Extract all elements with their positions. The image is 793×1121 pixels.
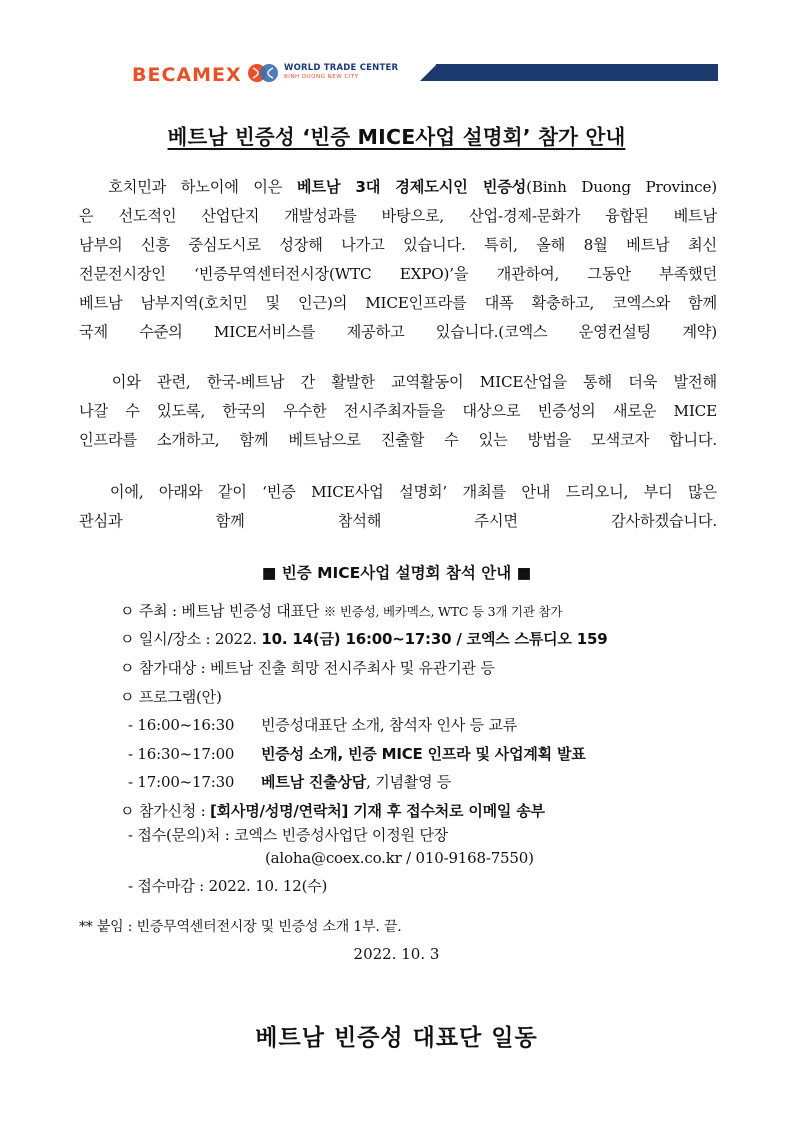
paragraph-line: 호치민과 하노이에 이은 베트남 3대 경제도시인 빈증성(Binh Duong Province)	[108, 178, 717, 196]
contact-details: (aloha@coex.co.kr / 010-9168-7550)	[265, 849, 534, 867]
paragraph-line: 이와 관련, 한국-베트남 간 활발한 교역활동이 MICE산업을 통해 더욱 발전해	[111, 373, 717, 391]
signer: 베트남 빈증성 대표단 일동	[255, 1025, 538, 1051]
contact-item: - 접수(문의)처 : 코엑스 빈증성사업단 이정원 단장	[128, 826, 448, 844]
program-item: ㅇ 프로그램(안)	[120, 688, 222, 706]
apply-value: [회사명/성명/연락처] 기재 후 접수처로 이메일 송부	[210, 802, 545, 820]
wtc-subtitle: BINH DUONG NEW CITY	[284, 74, 359, 80]
wtc-logo-text	[284, 63, 398, 81]
document-title: 베트남 빈증성 ‘빈증 MICE사업 설명회’ 참가 안내	[167, 125, 626, 149]
deadline-item: - 접수마감 : 2022. 10. 12(수)	[128, 877, 328, 895]
paragraph-line: 국제 수준의 MICE서비스를 제공하고 있습니다.(코엑스 운영컨설팅 계약)	[79, 323, 717, 341]
intro-paragraph-2	[79, 368, 717, 455]
host-item: ㅇ 주최 : 베트남 빈증성 대표단 ※ 빈증성, 베카멕스, WTC 등 3개 기관 참가	[120, 602, 563, 620]
paragraph-line: 관심과 함께 참석해 주시면 감사하겠습니다.	[79, 512, 717, 530]
schedule-row: - 16:30~17:00 빈증성 소개, 빈증 MICE 인프라 및 사업계획 발표	[128, 745, 586, 763]
intro-paragraph-1	[79, 173, 717, 347]
paragraph-line: 베트남 남부지역(호치민 및 인근)의 MICE인프라를 대폭 확충하고, 코엑스와 함께	[79, 294, 717, 312]
wtc-name: WORLD TRADE CENTER	[284, 63, 399, 73]
target-item: ㅇ 참가대상 : 베트남 진출 희망 전시주최사 및 유관기관 등	[120, 659, 495, 677]
header-bar	[436, 64, 718, 81]
paragraph-line: 남부의 신흥 중심도시로 성장해 나가고 있습니다. 특히, 올해 8월 베트남 최신	[79, 236, 717, 254]
paragraph-line: 인프라를 소개하고, 함께 베트남으로 진출할 수 있는 방법을 모색코자 합니다.	[79, 431, 717, 449]
venue-item: ㅇ 일시/장소 : 2022. 10. 14(금) 16:00~17:30 / 코엑스 스튜디오 159	[120, 630, 608, 648]
header-bar-wedge	[420, 64, 437, 81]
paragraph-line: 이에, 아래와 같이 ‘빈증 MICE사업 설명회’ 개최를 안내 드리오니, 부디 많은	[109, 483, 717, 501]
apply-item: ㅇ 참가신청 : [회사명/성명/연락처] 기재 후 접수처로 이메일 송부	[120, 802, 545, 820]
schedule-row: - 17:00~17:30 베트남 진출상담, 기념촬영 등	[128, 773, 452, 791]
paragraph-line: 나갈 수 있도록, 한국의 우수한 전시주최자들을 대상으로 빈증성의 새로운 MICE	[79, 402, 717, 420]
intro-paragraph-3	[79, 478, 717, 536]
letterhead	[0, 58, 793, 88]
attachment-note: ** 붙임 : 빈증무역센터전시장 및 빈증성 소개 1부. 끝.	[79, 919, 402, 935]
section-title: ■ 빈증 MICE사업 설명회 참석 안내 ■	[261, 564, 532, 582]
paragraph-line: 전문전시장인 ‘빈증무역센터전시장(WTC EXPO)’을 개관하여, 그동안 부족했던	[79, 265, 717, 283]
venue-value: 10. 14(금) 16:00~17:30 / 코엑스 스튜디오 159	[261, 630, 608, 648]
document-date: 2022. 10. 3	[353, 945, 440, 963]
paragraph-line: 은 선도적인 산업단지 개발성과를 바탕으로, 산업-경제-문화가 융합된 베트남	[79, 207, 717, 225]
host-note: ※ 빈증성, 베카멕스, WTC 등 3개 기관 참가	[323, 604, 563, 619]
wtc-globe-icon	[247, 62, 281, 84]
schedule-row: - 16:00~16:30 빈증성대표단 소개, 참석자 인사 등 교류	[128, 716, 518, 734]
becamex-logo: BECAMEX	[132, 64, 242, 86]
